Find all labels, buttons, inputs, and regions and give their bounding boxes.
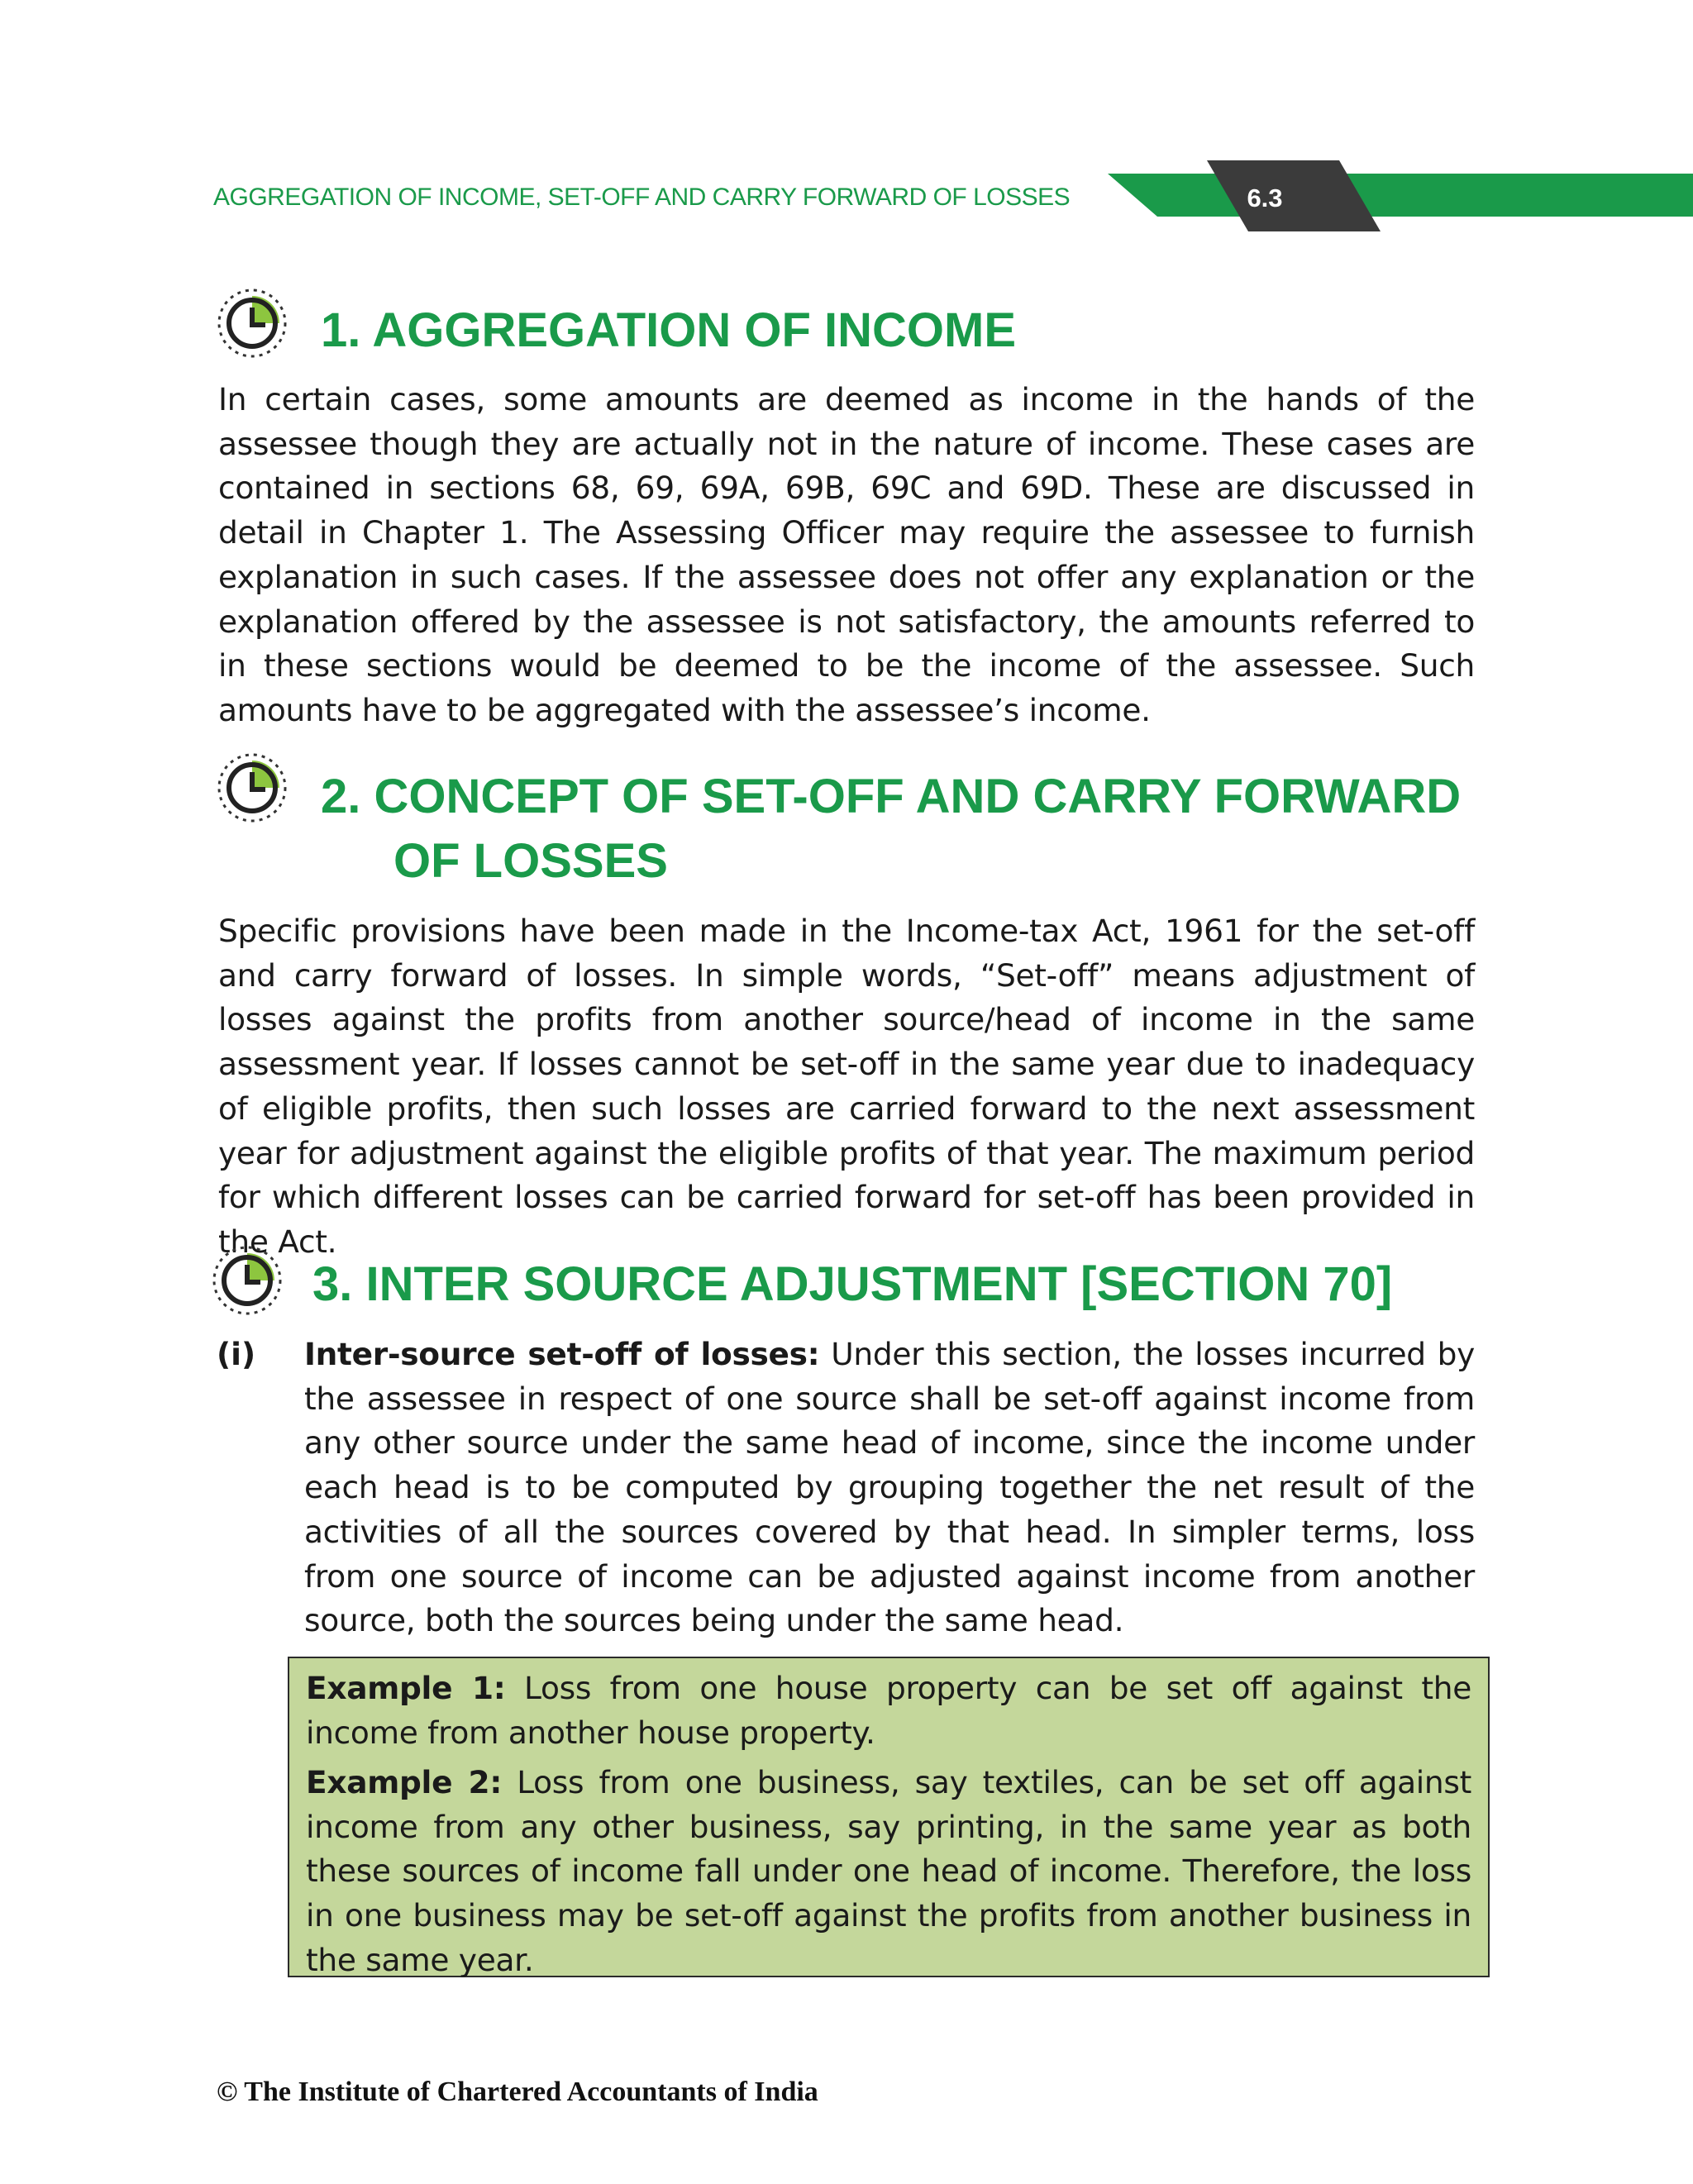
- example-1-label: Example 1:: [306, 1670, 506, 1706]
- section-2-heading-continued: OF LOSSES: [393, 834, 668, 888]
- section-2-paragraph: Specific provisions have been made in the Income-tax Act, 1961 for the set-off and carry forward of losses. In simple words, “Set-off” means adjustment of losses against the profits from another source/head of income in the same assessment year. If losses cannot be set-off in the same year due to inadequacy of eligible profits, then such losses are carried forward to the next assessment year for adjustment against the eligible profits of that year. The maximum period for which different losses can be carried forward for set-off has been provided in the Act.: [218, 913, 1475, 1260]
- header-tab-band: [1099, 159, 1693, 235]
- footer-copyright: © The Institute of Chartered Accountants of India: [217, 2077, 818, 2107]
- example-1: [306, 1667, 1471, 1755]
- list-item-paragraph: [304, 1333, 1475, 1643]
- list-item-label: Inter-source set-off of losses:: [304, 1336, 820, 1372]
- example-2-text: Loss from one business, say textiles, can be set off against income from any other business, say printing, in the same year as both these sources of income fall under one head of income. Therefore, the loss in one business may be set-off against the profits from another business in the same year.: [306, 1764, 1471, 1978]
- clock-icon: [208, 1242, 286, 1319]
- example-2-label: Example 2:: [306, 1764, 503, 1800]
- list-marker: (i): [217, 1336, 256, 1372]
- example-1-text: Loss from one house property can be set off against the income from another house property.: [306, 1670, 1471, 1751]
- section-3-heading: 3. INTER SOURCE ADJUSTMENT [SECTION 70]: [312, 1257, 1393, 1311]
- examples-box: [288, 1657, 1490, 1977]
- running-header-title: AGGREGATION OF INCOME, SET-OFF AND CARRY FORWARD OF LOSSES: [213, 184, 1071, 211]
- clock-icon: [213, 749, 291, 827]
- clock-icon: [213, 284, 291, 362]
- page-number: 6.3: [1247, 184, 1283, 212]
- list-item-text: Under this section, the losses incurred by the assessee in respect of one source shall be set-off against income from any other source under the same head of income, since the income under each head is to be computed by grouping together the net result of the activities of all the sources covered by that head. In simpler terms, loss from one source of income can be adjusted against income from another source, both the sources being under the same head.: [304, 1336, 1476, 1639]
- section-2-heading: 2. CONCEPT OF SET-OFF AND CARRY FORWARD: [321, 770, 1462, 823]
- section-1-paragraph: In certain cases, some amounts are deemed as income in the hands of the assessee though they are actually not in the nature of income. These cases are contained in sections 68, 69, 69A, 69B, 69C and 69D. These are discussed in detail in Chapter 1. The Assessing Officer may require the assessee to furnish explanation in such cases. If the assessee does not offer any explanation or the explanation offered by the assessee is not satisfactory, the amounts referred to in these sections would be deemed to be the income of the assessee. Such amounts have to be aggregated with the assessee’s income.: [218, 381, 1475, 728]
- section-1-heading: 1. AGGREGATION OF INCOME: [321, 303, 1017, 357]
- example-2: [306, 1761, 1471, 1983]
